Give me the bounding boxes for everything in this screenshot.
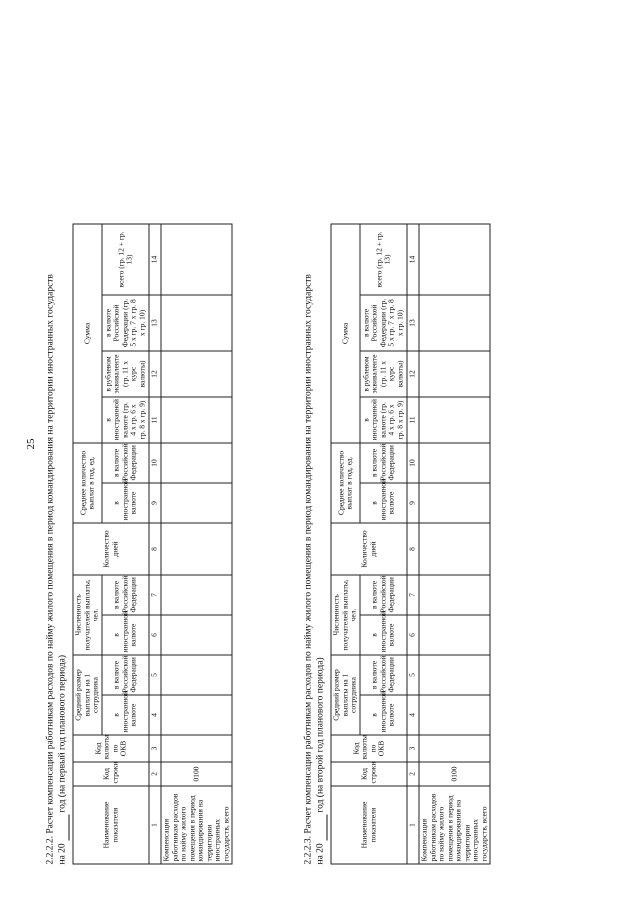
header-rub: в валюте Российской Федерации <box>360 575 407 615</box>
header-sum-foreign: в иностранной валюте (гр. 4 х гр. 6 х гр. 8 х гр. 9) <box>360 397 407 443</box>
column-number: 14 <box>149 224 161 295</box>
column-number: 8 <box>149 523 161 575</box>
header-rub: в валюте Российской Федерации <box>360 655 407 695</box>
cell-avg-rub[interactable] <box>419 655 490 695</box>
header-name: Наименование показателя <box>73 786 149 864</box>
header-row-1 <box>73 224 102 864</box>
cell-currency-code[interactable] <box>161 735 232 762</box>
column-number: 7 <box>149 575 161 615</box>
header-rub: в валюте Российской Федерации <box>102 655 149 695</box>
cell-days[interactable] <box>419 523 490 575</box>
header-sum-total: всего (гр. 12 + гр. 13) <box>360 224 407 295</box>
header-sum-total: всего (гр. 12 + гр. 13) <box>102 224 149 295</box>
row-label: Компенсация работникам расходов по найму жилого помещения в период командирования на территории иностранных государств, всего <box>161 786 232 864</box>
caption-line-2 <box>315 40 328 865</box>
header-line-code: Код строки <box>73 762 149 786</box>
section-caption <box>304 40 328 865</box>
row-code: 0100 <box>419 762 490 786</box>
column-numbers-row <box>149 224 161 864</box>
table-row <box>161 224 232 864</box>
header-sum-foreign: в иностранной валюте (гр. 4 х гр. 6 х гр. 8 х гр. 9) <box>102 397 149 443</box>
cell-avg-foreign[interactable] <box>161 695 232 735</box>
header-sum-rub-equiv: в рублевом эквиваленте (гр. 11 х курс валюты) <box>102 351 149 397</box>
header-count: Численность получателей выплаты, чел. <box>331 575 360 655</box>
header-foreign: в иностранной валюте <box>360 695 407 735</box>
caption-prefix: на 20 <box>57 843 67 865</box>
caption-suffix: год (на первый год планового периода) <box>57 655 67 813</box>
header-avg-payment: Средний размер выплаты на 1 сотрудника <box>331 655 360 735</box>
column-number: 9 <box>407 483 419 523</box>
header-avg-payment: Средний размер выплаты на 1 сотрудника <box>73 655 102 735</box>
column-number: 11 <box>407 397 419 443</box>
cell-avg-rub[interactable] <box>161 655 232 695</box>
header-count: Численность получателей выплаты, чел. <box>73 575 102 655</box>
header-avg-days: Среднее количество выплат в год, ед. <box>73 443 102 523</box>
header-sum: Сумма <box>73 224 102 443</box>
header-sum-rub: в валюте Российской Федерации (гр. 5 х гр. 7 х гр. 8 х гр. 10) <box>102 295 149 351</box>
header-line-code: Код строки <box>331 762 407 786</box>
cell-count-rub[interactable] <box>161 575 232 615</box>
header-row-1 <box>331 224 360 864</box>
column-number: 5 <box>407 655 419 695</box>
column-number: 10 <box>407 443 419 483</box>
cell-count-foreign[interactable] <box>419 615 490 655</box>
column-number: 10 <box>149 443 161 483</box>
section-caption <box>46 40 70 865</box>
page-number: 25 <box>25 438 37 450</box>
column-number: 3 <box>149 735 161 762</box>
header-rub: в валюте Российской Федерации <box>360 443 407 483</box>
cell-avg-foreign[interactable] <box>419 695 490 735</box>
column-number: 9 <box>149 483 161 523</box>
calc-table <box>331 223 491 864</box>
cell-sum-rub[interactable] <box>419 295 490 351</box>
column-number: 14 <box>407 224 419 295</box>
header-sum-rub-equiv: в рублевом эквиваленте (гр. 11 х курс валюты) <box>360 351 407 397</box>
cell-count-rub[interactable] <box>419 575 490 615</box>
header-rub: в валюте Российской Федерации <box>102 443 149 483</box>
calc-table <box>73 223 233 864</box>
caption-suffix: год (на второй год планового периода) <box>315 657 325 813</box>
section-2-2-2-3 <box>304 40 491 865</box>
caption-line-1: 2.2.2.2. Расчет компенсации работникам расходов по найму жилого помещения в период командирования на территории иностранных государств <box>45 274 56 865</box>
caption-prefix: на 20 <box>315 843 325 865</box>
column-number: 11 <box>149 397 161 443</box>
column-number: 5 <box>149 655 161 695</box>
column-number: 12 <box>149 351 161 397</box>
cell-sum-foreign[interactable] <box>419 397 490 443</box>
column-number: 8 <box>407 523 419 575</box>
row-code: 0100 <box>161 762 232 786</box>
column-number: 13 <box>407 295 419 351</box>
cell-avg-days-rub[interactable] <box>419 443 490 483</box>
row-label: Компенсация работникам расходов по найму жилого помещения в период командирования на территории иностранных государств, всего <box>419 786 490 864</box>
column-number: 3 <box>407 735 419 762</box>
header-foreign: в иностранной валюте <box>102 695 149 735</box>
column-number: 1 <box>149 786 161 864</box>
caption-line-1: 2.2.2.3. Расчет компенсации работникам расходов по найму жилого помещения в период командирования на территории иностранных государств <box>303 274 314 865</box>
year-blank <box>315 815 328 841</box>
cell-avg-days-foreign[interactable] <box>161 483 232 523</box>
cell-sum-foreign[interactable] <box>161 397 232 443</box>
header-sum: Сумма <box>331 224 360 443</box>
column-number: 2 <box>407 762 419 786</box>
table-row <box>419 224 490 864</box>
column-number: 1 <box>407 786 419 864</box>
cell-sum-total[interactable] <box>161 224 232 295</box>
cell-avg-days-rub[interactable] <box>161 443 232 483</box>
column-numbers-row <box>407 224 419 864</box>
cell-sum-total[interactable] <box>419 224 490 295</box>
column-number: 6 <box>407 615 419 655</box>
cell-days[interactable] <box>161 523 232 575</box>
header-currency-code: Код валюты по ОКВ <box>73 735 149 762</box>
column-number: 6 <box>149 615 161 655</box>
column-number: 13 <box>149 295 161 351</box>
column-number: 12 <box>407 351 419 397</box>
cell-currency-code[interactable] <box>419 735 490 762</box>
cell-sum-rub-equiv[interactable] <box>419 351 490 397</box>
cell-sum-rub-equiv[interactable] <box>161 351 232 397</box>
cell-avg-days-foreign[interactable] <box>419 483 490 523</box>
header-foreign: в иностранной валюте <box>102 483 149 523</box>
header-sum-rub: в валюте Российской Федерации (гр. 5 х гр. 7 х гр. 8 х гр. 10) <box>360 295 407 351</box>
cell-sum-rub[interactable] <box>161 295 232 351</box>
rotated-content <box>1 0 640 905</box>
year-blank <box>57 815 70 841</box>
header-foreign: в иностранной валюте <box>360 483 407 523</box>
column-number: 2 <box>149 762 161 786</box>
column-number: 4 <box>407 695 419 735</box>
header-currency-code: Код валюты по ОКВ <box>331 735 407 762</box>
header-rub: в валюте Российской Федерации <box>102 575 149 615</box>
caption-line-2 <box>57 40 70 865</box>
section-2-2-2-2 <box>46 40 233 865</box>
cell-count-foreign[interactable] <box>161 615 232 655</box>
column-number: 7 <box>407 575 419 615</box>
header-days: Количество дней <box>331 523 407 575</box>
header-days: Количество дней <box>73 523 149 575</box>
header-name: Наименование показателя <box>331 786 407 864</box>
header-avg-days: Среднее количество выплат в год, ед. <box>331 443 360 523</box>
header-foreign: в иностранной валюте <box>360 615 407 655</box>
header-foreign: в иностранной валюте <box>102 615 149 655</box>
column-number: 4 <box>149 695 161 735</box>
